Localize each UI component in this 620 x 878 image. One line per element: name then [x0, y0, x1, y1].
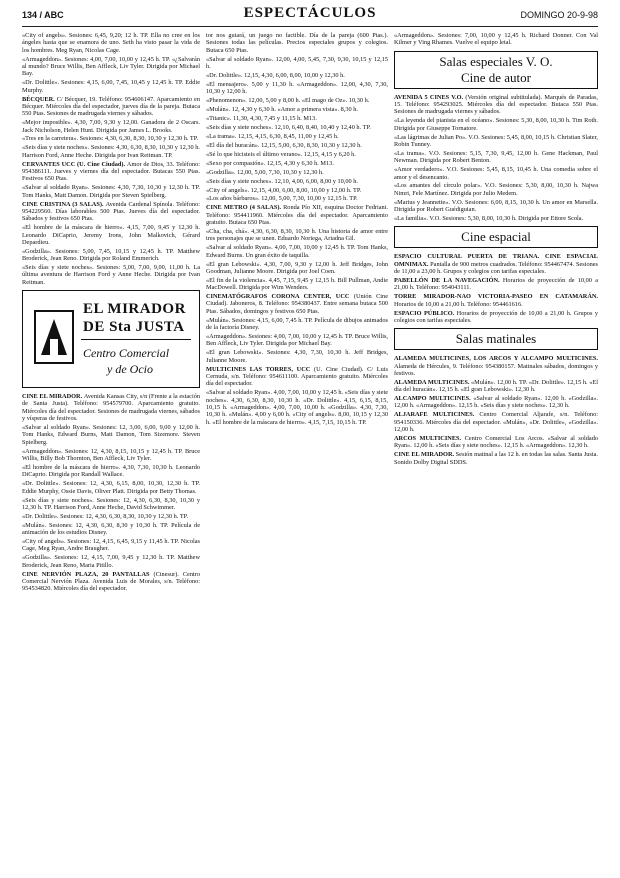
- listings-block-3: [206, 32, 388, 426]
- listing-text: «Sé lo que hicisteis el último verano». 12,15, 4,15 y 6,20 h.: [206, 150, 356, 158]
- ad-divider: [81, 339, 191, 340]
- listing-entry: [22, 264, 200, 286]
- listing-entry: [394, 182, 598, 197]
- listing-entry: [22, 201, 200, 223]
- listing-entry: [206, 187, 388, 194]
- listings-block-espacial: [394, 253, 598, 324]
- ad-line-4: y de Ocio: [107, 362, 153, 377]
- listing-entry: [206, 151, 388, 158]
- listing-text: «El gran Lebowski». 4,30, 7,00, 9,30 y 12,00 h. Jeff Bridges, John Goodman, Julianne Moore. Dirigida por Joel Coen.: [206, 260, 388, 275]
- listing-text: «Mulán». Sesiones: 4,15, 6,00, 7,45 h. TP. Película de dibujos animados de la factoría Disney.: [206, 316, 388, 332]
- listing-text: «Phenomenon». 12,00, 5,00 y 8,00 h. «El mago de Oz». 10,30 h.: [206, 97, 370, 105]
- listing-text: «Dr. Dolittle». Sesiones: 4,15, 6,00, 7,45, 10,45 y 12,45 h. TP. Eddie Murphy.: [22, 79, 200, 94]
- listing-text: «Seis días y siete noches». 12,10, 4,00, 6,00, 8,00 y 10,00 h.: [206, 177, 358, 185]
- listing-entry: [22, 56, 200, 78]
- listing-entry: [206, 106, 388, 113]
- listing-entry: [394, 451, 598, 466]
- listing-entry: [394, 215, 598, 222]
- listing-entry: [22, 184, 200, 199]
- listing-text: «El día del huracán». 12,15, 5,00, 6,30, 8,30, 10,30 y 12,30 h.: [206, 141, 362, 149]
- cinema-name: BÉCQUER.: [22, 95, 57, 103]
- listing-text: «La familia». V.O. Sesiones: 5,30, 8,00, 10,30 h. Dirigida por Ettore Scola.: [394, 215, 584, 222]
- listing-entry: [206, 178, 388, 185]
- listing-text: (Unión Cine Ciudad). Jaboneros, 8. Teléfono: 954380437. Entre semana butaca 500 Ptas. Sábados, domingos y festivos 650 Ptas.: [206, 293, 388, 315]
- listing-text: Centro Comercial Los Arcos. «Salvar al soldado Ryan». 12,00 h. «Seis días y siete noches». 12,15 h. «Armageddon». 12,30 h.: [394, 435, 598, 450]
- listing-entry: [22, 448, 200, 463]
- section-title: ESPECTÁCULOS: [243, 5, 377, 21]
- listing-entry: [206, 72, 388, 79]
- listing-text: Horarios de proyección de 10,00 a 21,00 h. Grupos y colegios con tarifas especiales.: [394, 309, 598, 324]
- listing-entry: [394, 94, 598, 116]
- listing-text: «La trama». 12,15, 4,15, 6,30, 8,45, 11,00 y 12,45 h.: [206, 132, 339, 140]
- listing-text: «Seis días y siete noches». Sesiones: 4,30, 6,30, 8,30, 10,30 y 12,30 h. Harrison Ford, Anne Heche. Dirigida por Ivan Reitman. TP.: [22, 144, 200, 159]
- listing-text: «Armageddon». Sesiones: 4,00, 7,00, 10,00 y 12,45 h. TP. Bruce Willis, Ben Affleck, Liv Tyler. Dirigida por Michael Bay.: [206, 333, 388, 348]
- listing-text: «Sexo por compasión». 12,15, 4,30 y 6,30 h. M13.: [206, 159, 334, 167]
- listing-text: «El mensajero». 5,00 y 11,30 h. «Armageddon». 12,00, 4,30, 7,30, 10,30 y 12,00 h.: [206, 80, 388, 96]
- listing-entry: [206, 293, 388, 315]
- listing-entry: [206, 204, 388, 226]
- listing-text: «Mulán». Sesiones: 12, 4,30, 6,30, 8,30 y 10,30 h. TP. Película de animación de los estudios Disney.: [22, 521, 200, 537]
- listing-entry: [394, 411, 598, 433]
- ad-line-3: Centro Comercial: [83, 346, 170, 361]
- listing-entry: [206, 97, 388, 104]
- listing-entry: [206, 169, 388, 176]
- listing-text: «Los amantes del círculo polar». V.O. Sesiones: 5,30, 8,00, 10,30 h. Najwa Nimri, Fele Martínez. Dirigida por Julio Medem.: [394, 182, 598, 197]
- listing-entry: [394, 435, 598, 450]
- listing-text: «Salvar al soldado Ryan». Sesiones: 12, 3,00, 6,00, 9,00 y 12,00 h. Tom Hanks, Edward Burns, Matt Damon, Tom Sizemore. Steven Spielberg.: [22, 424, 200, 446]
- listing-entry: [394, 166, 598, 181]
- listing-text: C/ Bécquer, 19. Teléfono: 954606147. Aparcamiento en Bécquer. Miércoles día del espectador, jueves día de la pareja. Butaca 550 Ptas. Sesiones de madrugada viernes y sábados.: [22, 95, 200, 118]
- listing-text: «Seis días y siete noches». Sesiones: 5,00, 7,00, 9,00, 11,00 h. La última aventura de Harrison Ford y Anne Heche. Dirigida por Ivan Reitman.: [22, 264, 200, 286]
- section-subheading-autor: Cine de autor: [460, 69, 532, 85]
- listing-text: «Mulán». 12,00 h. TP. «Dr. Dolittle». 12,15 h. «El día del huracán». 12,15 h. «El gran Lebowski». 12,30 h.: [394, 378, 598, 394]
- listing-entry: [394, 134, 598, 149]
- listing-text: Amor de Dios, 33. Teléfono: 954386111. Jueves y viernes día del espectador. Butacas 550 Ptas. Festivos 650 Ptas.: [22, 160, 200, 183]
- listing-entry: [394, 32, 598, 47]
- listing-text: «La leyenda del pianista en el océano». Sesiones: 5,30, 8,00, 10,30 h. Tim Roth. Dirigida por Giuseppe Tornatore.: [394, 117, 598, 132]
- listing-text: «Armageddon». Sesiones: 4,00, 7,00, 10,00 y 12,45 h. TP. «¿Salvarán al mundo? Bruce Willis, Ben Affleck, Liv Tyler. Dirigida por Michael Bay.: [22, 55, 200, 78]
- listing-entry: [22, 464, 200, 479]
- listing-entry: [22, 513, 200, 520]
- listing-text: Avenida Kansas City, s/n (Frente a la estación de Santa Justa). Teléfono: 954579700. Aparcamiento gratuito. Miércoles día del espectador. Sesiones de madrugada viernes, sábados y vísperas de festivos.: [22, 393, 200, 423]
- listing-entry: [394, 199, 598, 214]
- cinema-name: MULTICINES LAS TORRES, UCC: [206, 365, 315, 373]
- listing-text: «Mulán». 12, 4,30 y 6,30 h. «Amor a primera vista». 8,30 h.: [206, 106, 358, 114]
- listing-text: «Dr. Dolittle». Sesiones: 12, 4,30, 6,30, 8,30, 10,30 y 12,30 h. TP.: [22, 512, 189, 520]
- listing-text: «Salvar al soldado Ryan». Sesiones: 4,30, 7,30, 10,30 y 12,30 h. TP. Tom Hanks, Matt Damon. Dirigida por Steven Spielberg.: [22, 184, 200, 199]
- listing-entry: [206, 124, 388, 131]
- cinema-name: ALAMEDA MULTICINES.: [394, 378, 472, 386]
- listing-text: (Versión original subtitulada). Marqués de Paradas, 15. Teléfono: 954293025. Miércoles día del espectador. Butaca 550 Ptas. Sesiones de madrugada viernes y sábados.: [394, 93, 598, 116]
- listing-text: Centro Comercial Aljarafe, s/n. Teléfono: 954150336. Miércoles día del espectador. «Mulán», «Dr. Dolittle», «Godzilla». 12,00 h.: [394, 411, 598, 434]
- listing-text: «Salvar al soldado Ryan». 4,00, 7,00, 10,00 y 12,45 h. TP. Tom Hanks, Edward Burns. Un gran éxito de taquilla.: [206, 244, 388, 259]
- listing-entry: [206, 228, 388, 243]
- section-box-espacial: [394, 226, 598, 248]
- listing-entry: [22, 571, 200, 593]
- listing-entry: [22, 135, 200, 142]
- listing-text: «Titanic». 11,30, 4,30, 7,45 y 11,15 h. M13.: [206, 115, 317, 122]
- listing-entry: [206, 244, 388, 259]
- listing-entry: [206, 317, 388, 332]
- mirador-logo-icon: [31, 305, 77, 369]
- listing-text: «Marius y Jeannette». V.O. Sesiones: 6,00, 8,15, 10,30 h. Un amor en Marsella. Dirigida por Robert Guédiguian.: [394, 198, 598, 214]
- listing-text: Horarios de proyección de 10,00 a 21,00 h. Teléfono: 954043111.: [394, 276, 598, 292]
- cinema-name: CINEMATÓGRAFOS CORONA CENTER, UCC: [206, 293, 354, 301]
- listing-entry: [394, 379, 598, 394]
- page-number: 134 / ABC: [22, 10, 64, 20]
- listing-text: «Salvar al soldado Ryan». 12,00 h. «Godzilla». 12,00 h. «Armageddon». 12,15 h. «Seis días y siete noches». 12,30 h.: [394, 395, 598, 410]
- cinema-name: ESPACIO PÚBLICO.: [394, 309, 457, 317]
- listing-entry: [394, 355, 598, 377]
- listing-entry: [206, 142, 388, 149]
- cinema-name: CINE EL MIRADOR.: [22, 393, 84, 401]
- listing-text: «Cha, cha, chá». 4,30, 6,30, 8,30, 10,30 h. Una historia de amor entre tres personajes que se unen. Eduardo Noriega, Ariadna Gil.: [206, 228, 388, 243]
- listing-text: «El hombre de la máscara de hierro». 4,15, 7,00, 9,45 y 12,30 h. Leonardo DiCaprio, Jeremy Irons, John Malkovich, Gérard Depardieu.: [22, 224, 200, 246]
- listing-entry: [22, 32, 200, 54]
- listing-text: Pantalla de 900 metros cuadrados. Teléfono: 954467474. Sesiones de 11,00 a 23,00 h. Grupos y colegios con tarifas especiales.: [394, 260, 598, 276]
- listing-text: «Godzilla». 12,00, 5,00, 7,30, 10,30 y 12,30 h.: [206, 168, 324, 176]
- listing-entry: [394, 310, 598, 325]
- listing-entry: [394, 293, 598, 308]
- page-header: [22, 4, 598, 27]
- listing-entry: [206, 81, 388, 96]
- section-heading-espacial: Cine espacial: [461, 229, 531, 245]
- listing-entry: [22, 248, 200, 263]
- listing-text: Alameda de Hércules, 9. Teléfono: 954380157. Matinales sábados, domingos y festivos.: [394, 362, 598, 377]
- cinema-name: AVENIDA 5 CINES V.O.: [394, 93, 466, 101]
- listing-entry: [22, 522, 200, 537]
- listing-entry: [394, 253, 598, 275]
- listing-entry: [206, 115, 388, 122]
- listing-entry: [206, 195, 388, 202]
- listing-entry: [22, 79, 200, 94]
- section-heading-vo: Salas especiales V. O.: [439, 53, 553, 69]
- cinema-name: ALJARAFE MULTICINES.: [394, 411, 480, 419]
- listing-text: «El fin de la violencia». 4,45, 7,15, 9,45 y 12,15 h. Bill Pullman, Andie MacDowell. Dirigida por Wim Wenders.: [206, 276, 388, 292]
- cinema-name: ARCOS MULTICINES.: [394, 435, 465, 443]
- listing-text: «Salvar al soldado Ryan». 12,00, 4,00, 5,45, 7,30, 9,30, 10,15 y 12,15 h.: [206, 55, 388, 70]
- cinema-name: CINE CRISTINA (3 SALAS).: [22, 200, 106, 208]
- cinema-name: ALAMEDA MULTICINES, LOS ARCOS Y ALCAMPO MULTICINES.: [394, 355, 598, 363]
- column-1: [22, 32, 200, 872]
- listing-entry: [206, 366, 388, 388]
- cinema-name: ALCAMPO MULTICINES.: [394, 395, 474, 403]
- listing-text: «Seis días y siete noches». Sesiones: 12, 4,30, 6,30, 8,30, 10,30 y 12,30 h. TP. Harrison Ford, Anne Heche, David Schwimmer.: [22, 496, 200, 511]
- listing-entry: [22, 497, 200, 512]
- cinema-name: ESPACIO CULTURAL PUERTA DE TRIANA. CINE ESPACIAL OMNIMAX.: [394, 253, 598, 268]
- listing-text: Avenida Cardenal Spínola. Teléfono: 954229560. Días laborables 500 Ptas. Jueves día del espectador. Sábados y festivos 650 Ptas.: [22, 200, 200, 223]
- issue-date: DOMINGO 20-9-98: [520, 10, 598, 20]
- listing-entry: [206, 349, 388, 364]
- ad-line-1: EL MIRADOR: [83, 301, 186, 318]
- listing-text: «Tres en la carretera». Sesiones: 4,30, 6,30, 8,30, 10,30 y 12,30 h. TP.: [22, 135, 199, 143]
- listing-text: «Dr. Dolittle». Sesiones: 12, 4,30, 6,15, 8,00, 10,30, 12,30 h. TP. Eddie Murphy, Ossie Davis, Oliver Platt. Dirigida por Betty Thomas.: [22, 480, 200, 495]
- listing-text: «Seis días y siete noches». 12,10, 6,40, 8,40, 10,40 y 12,40 h. TP.: [206, 123, 371, 131]
- listing-entry: [206, 333, 388, 348]
- listing-text: «Salvar al soldado Ryan». 4,00, 7,00, 10,00 y 12,45 h. «Seis días y siete noches». 4,30, 6,30, 8,30, 10,30 h. «Dr. Dolittle». 4,15, 6,15, 8,15, 10,15 h. «Armageddon». 4,00, 7,00, 10,00 h. «Godzilla». 4,30, 7,30, 10,30 h. «Mulán». 4,00 y 6,00 h. «City of angels». 8,00, 10,15 y 12,30 h. «El hombre de la máscara de hierro». 4,15, 7,15, 10,15 h. TP.: [206, 389, 388, 426]
- listing-text: «Armageddon». Sesiones: 12, 4,30, 8,15, 10,15 y 12,45 h. TP. Bruce Willis, Billy Bob Thornton, Ben Affleck, Liv Tyler.: [22, 447, 200, 463]
- cinema-name: PABELLÓN DE LA NAVEGACIÓN.: [394, 276, 503, 284]
- listing-entry: [206, 277, 388, 292]
- section-heading-matinales: Salas matinales: [455, 331, 537, 347]
- listing-text: «El hombre de la máscara de hierro». 4,30, 7,30, 10,30 h. Leonardo DiCaprio. Dirigida por Randall Wallace.: [22, 464, 200, 479]
- listing-text: (Cinesur). Centro Comercial Nervión Plaza. Avenida Luis de Morales, s/n. Teléfono: 954534820. Miércoles día del espectador.: [22, 570, 200, 593]
- listing-entry: [22, 96, 200, 118]
- listings-block-1: [22, 32, 200, 286]
- listings-block-4: [394, 32, 598, 47]
- listing-entry: [22, 424, 200, 446]
- listing-entry: [206, 56, 388, 71]
- listing-text: «El gran Lebowski». Sesiones: 4,30, 7,30, 10,30 h. Jeff Bridges, Julianne Moore.: [206, 349, 388, 364]
- mirador-advertisement: [22, 290, 200, 388]
- listing-entry: [206, 133, 388, 140]
- cinema-name: CINE METRO (4 SALAS).: [206, 204, 284, 212]
- column-2: [206, 32, 388, 872]
- listing-text: «La trama». V.O. Sesiones: 5,15, 7,30, 9,45, 12,00 h. Gene Hackman, Paul Newman. Dirigida por Robert Benton.: [394, 149, 598, 165]
- listing-text: Ronda Pío XII, esquina Doctor Fedriani. Teléfono: 954411960. Miércoles día del espectador. Aparcamiento gratuito. Butaca 650 Ptas.: [206, 204, 388, 227]
- ad-line-2: DE Sta JUSTA: [83, 319, 185, 336]
- listing-entry: [22, 224, 200, 246]
- listing-text: «Godzilla». Sesiones: 12, 4,15, 7,00, 9,45 y 12,30 h. TP. Matthew Broderick, Jean Reno, Maria Pitillo.: [22, 554, 200, 569]
- listing-entry: [206, 389, 388, 426]
- listing-entry: [394, 117, 598, 132]
- cinema-name: CERVANTES UCC (U. Cine Ciudad).: [22, 160, 127, 168]
- listing-entry: [22, 538, 200, 553]
- listing-text: «Amor verdadero». V.O. Sesiones: 5,45, 8,15, 10,45 h. Una comedia sobre el amor y el desencanto.: [394, 166, 598, 181]
- listing-text: Sesión matinal a las 12 h. en todas las salas. Santa Justa. Sonido Dolby Digital SDDS.: [394, 451, 598, 466]
- listing-text: «Las lágrimas de Julian Po». V.O. Sesiones: 5,45, 8,00, 10,15 h. Christian Slater, Robin Tunney.: [394, 133, 598, 148]
- listing-entry: [394, 150, 598, 165]
- listing-text: Horarios de 10,00 a 21,00 h. Teléfono: 954461616.: [394, 300, 523, 308]
- column-3: [394, 32, 598, 872]
- listing-entry: [22, 480, 200, 495]
- listing-entry: [22, 161, 200, 183]
- listing-entry: [22, 144, 200, 159]
- listing-text: «Godzilla». Sesiones: 5,00, 7,45, 10,15 y 12,45 h. TP. Matthew Broderick, Jean Reno. Dirigida por Roland Emmerich.: [22, 247, 200, 263]
- listing-text: «City of angels». 12,15, 4,00, 6,00, 8,00, 10,00 y 12,00 h. TP.: [206, 186, 362, 194]
- listing-text: tor nos guiará, un juego no factible. Día de la pareja (600 Ptas.). Sesiones todas las películas. Precios especiales grupos y colegios. Butaca 650 Ptas.: [206, 32, 388, 54]
- listing-text: «Los años bárbaros». 12,00, 5,00, 7,30, 10,00 y 12,15 h. TP.: [206, 195, 358, 203]
- cinema-name: CINE NERVIÓN PLAZA, 20 PANTALLAS: [22, 570, 154, 578]
- listing-entry: [22, 393, 200, 422]
- listing-entry: [22, 554, 200, 569]
- cinema-name: TORRE MIRADOR-NAO VICTORIA-PASEO EN CATAMARÁN.: [394, 293, 598, 301]
- listings-block-vo: [394, 94, 598, 223]
- cinema-name: CINE EL MIRADOR.: [394, 451, 456, 459]
- listing-text: «Dr. Dolittle». 12,15, 4,30, 6,00, 8,00, 10,00 y 12,30 h.: [206, 71, 345, 79]
- listing-text: «Mejor imposible». 4,30, 7,00, 9,30 y 12,00. Ganadora de 2 Oscars. Jack Nicholson, Helen Hunt. Dirigida por James L. Brooks.: [22, 119, 200, 134]
- listing-entry: [394, 277, 598, 292]
- listing-entry: [394, 395, 598, 410]
- listing-entry: [206, 32, 388, 54]
- listings-block-matinales: [394, 355, 598, 466]
- listing-text: «City of angels». Sesiones: 12, 4,15, 6,45, 9,15 y 11,45 h. TP. Nicolas Cage, Meg Ryan, Andre Braugher.: [22, 538, 200, 553]
- section-box-vo: [394, 51, 598, 89]
- section-box-matinales: [394, 328, 598, 350]
- listing-entry: [22, 119, 200, 134]
- listing-text: (U. Cine Ciudad). C/ Luis Cernuda, s/n. Teléfono: 954611100. Aparcamiento gratuito. Miércoles día del espectador.: [206, 365, 388, 388]
- listing-entry: [206, 261, 388, 276]
- listing-text: «City of angels». Sesiones: 6,45, 9,20; 12 h. TP. Ella no cree en los ángeles hasta que se enamora de uno. Seth ha visto pasar la vida de los hombres. Meg Ryan, Nicolas Cage.: [22, 32, 200, 54]
- listing-entry: [206, 160, 388, 167]
- listing-text: «Armageddon». Sesiones: 7,00, 10,00 y 12,45 h. Richard Donner. Con Val Kilmer y Ving Rhames. Vuelve el equipo letal.: [394, 32, 598, 47]
- listings-block-2: [22, 393, 200, 593]
